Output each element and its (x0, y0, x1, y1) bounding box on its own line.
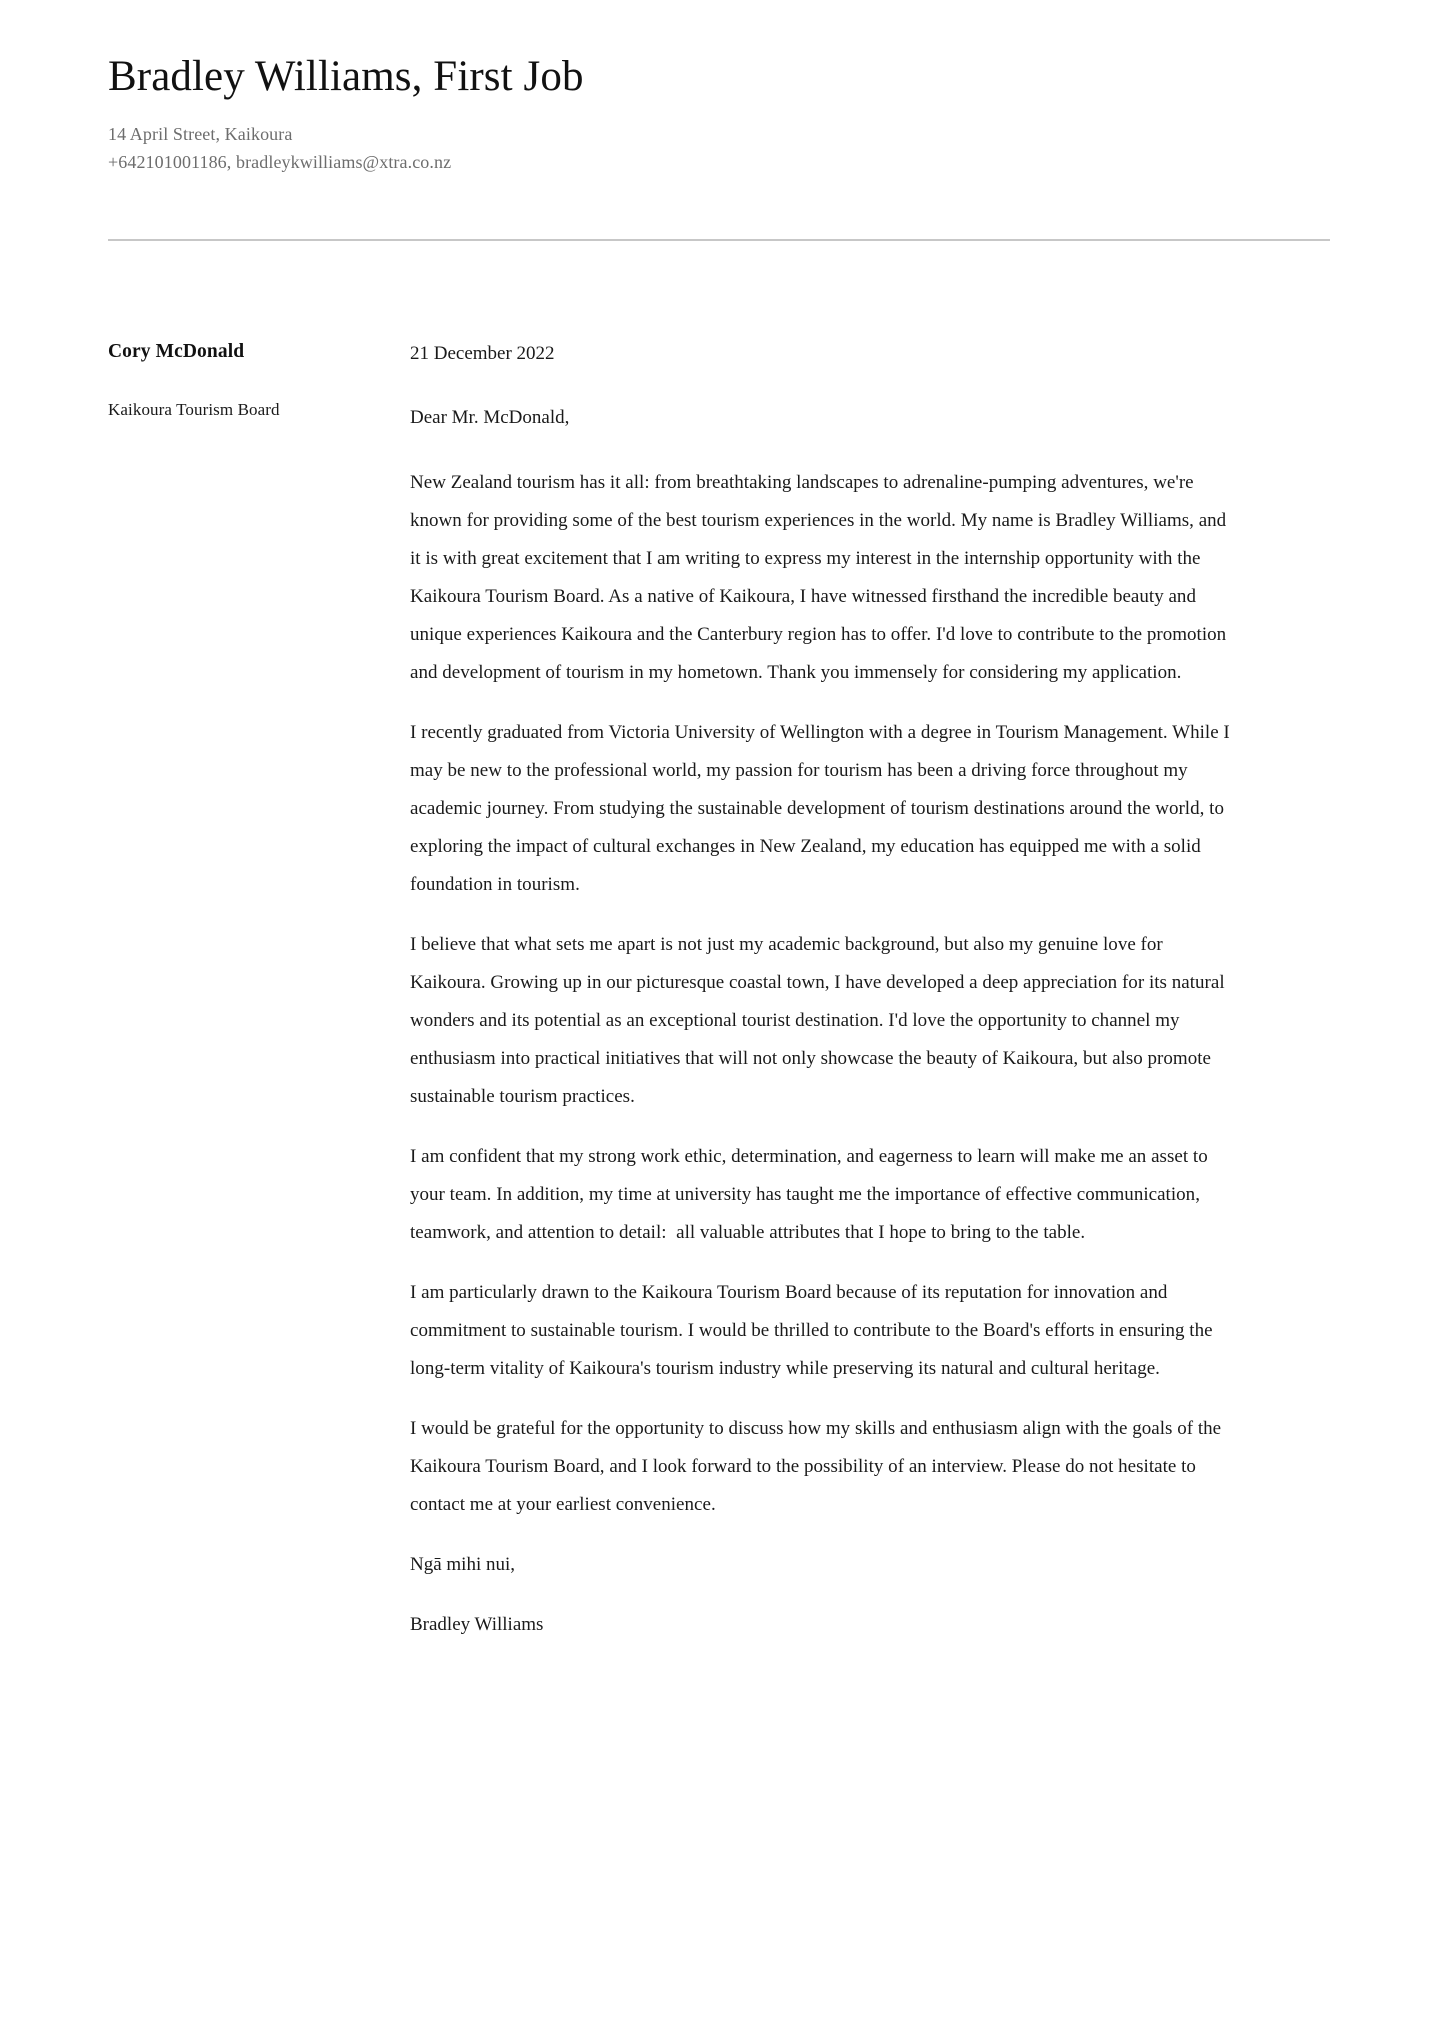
letter-paragraph: I recently graduated from Victoria University of Wellington with a degree in Tourism Management. While I may be new to the professional world, my passion for tourism has been a driving force throughout my academic journey. From studying the sustainable development of tourism destinations around the world, to exploring the impact of cultural exchanges in New Zealand, my education has equipped me with a solid foundation in tourism. (410, 722, 1235, 896)
closing-salutation: Ngā mihi nui, (410, 1554, 516, 1576)
recipient-organization: Kaikoura Tourism Board (108, 399, 280, 419)
signature-name: Bradley Williams (410, 1614, 544, 1636)
letter-paragraph: I am confident that my strong work ethic, determination, and eagerness to learn will make me an asset to your team. In addition, my time at university has taught me the importance of effective communication, teamwork, and attention to detail: all valuable attributes that I hope to bring to the table. (410, 1146, 1213, 1244)
recipient-name: Cory McDonald (108, 340, 245, 362)
salutation: Dear Mr. McDonald, (410, 406, 570, 428)
letter-paragraph: I would be grateful for the opportunity to discuss how my skills and enthusiasm align with the goals of the Kaikoura Tourism Board, and I look forward to the possibility of an interview. Please do not hesitate to contact me at your earliest convenience. (410, 1418, 1226, 1516)
sender-address: 14 April Street, Kaikoura (108, 123, 293, 144)
recipient-block (0, 339, 410, 422)
letter-paragraph: I am particularly drawn to the Kaikoura Tourism Board because of its reputation for innovation and commitment to sustainable tourism. I would be thrilled to contribute to the Board's efforts in ensuring the long-term vitality of Kaikoura's tourism industry while preserving its natural and cultural heritage. (410, 1282, 1218, 1380)
page-title: Bradley Williams, First Job (108, 53, 584, 100)
sender-contact: +642101001186, bradleykwilliams@xtra.co.nz (108, 151, 452, 172)
letter-date: 21 December 2022 (410, 342, 555, 364)
letter-content (410, 339, 1240, 1645)
letter-paragraph: I believe that what sets me apart is not just my academic background, but also my genuine love for Kaikoura. Growing up in our picturesque coastal town, I have developed a deep appreciation for its natural wonders and its potential as an exceptional tourist destination. I'd love the opportunity to channel my enthusiasm into practical initiatives that will not only showcase the beauty of Kaikoura, but also promote sustainable tourism practices. (410, 934, 1230, 1108)
letter-paragraph: New Zealand tourism has it all: from breathtaking landscapes to adrenaline-pumping adventures, we're known for providing some of the best tourism experiences in the world. My name is Bradley Williams, and it is with great excitement that I am writing to express my interest in the internship opportunity with the Kaikoura Tourism Board. As a native of Kaikoura, I have witnessed firsthand the incredible beauty and unique experiences Kaikoura and the Canterbury region has to offer. I'd love to contribute to the promotion and development of tourism in my hometown. Thank you immensely for considering my application. (410, 472, 1231, 684)
letterhead (0, 0, 1440, 177)
letter-body (0, 241, 1440, 1645)
